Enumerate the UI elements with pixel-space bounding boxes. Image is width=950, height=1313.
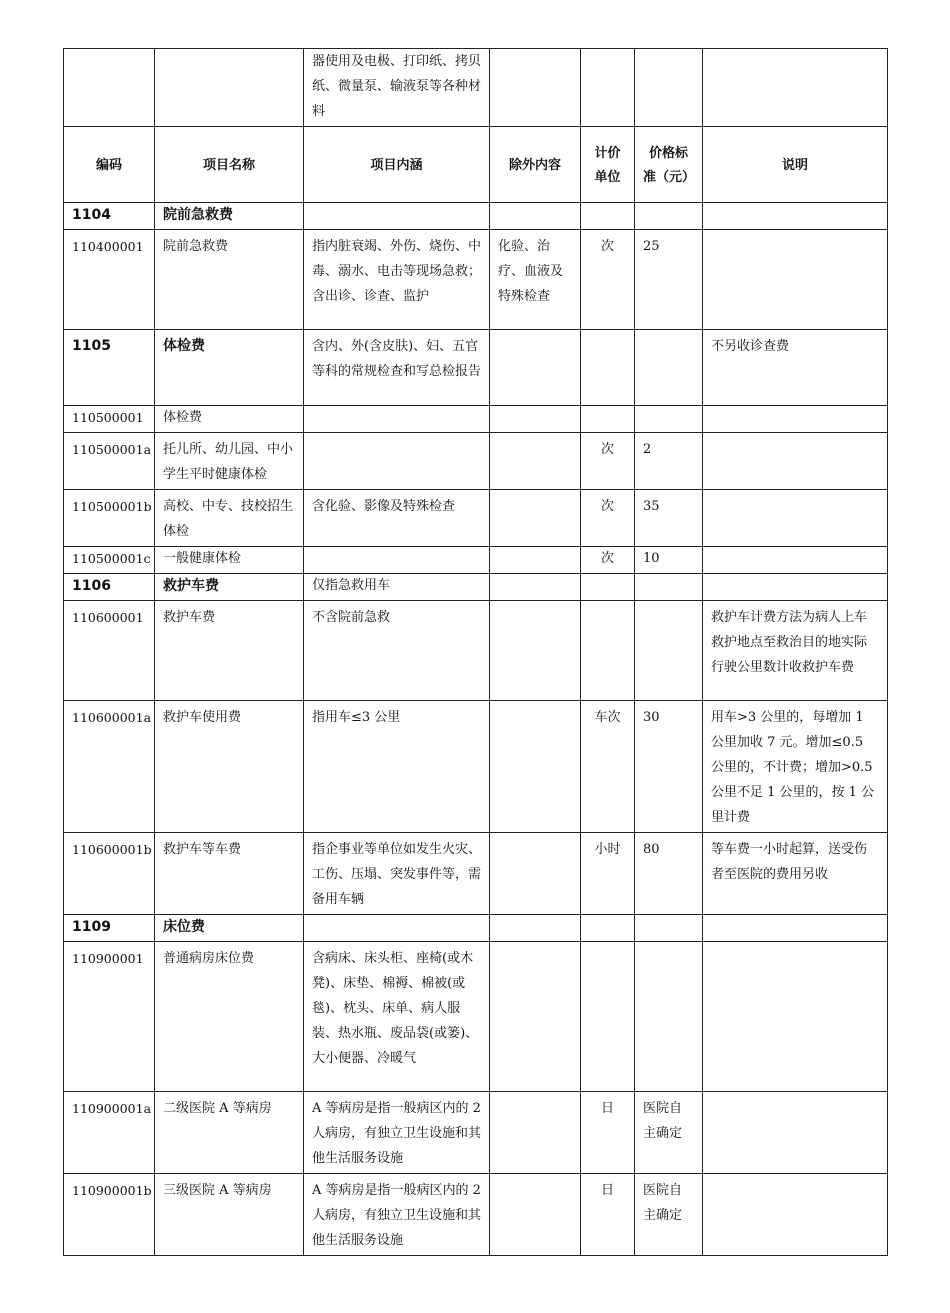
cell-price: 10 bbox=[635, 547, 703, 574]
cell-code: 1109 bbox=[64, 915, 155, 942]
cell-unit bbox=[581, 203, 635, 230]
cell-price: 医院自主确定 bbox=[635, 1174, 703, 1256]
cell-unit: 日 bbox=[581, 1092, 635, 1174]
cell-exclusion bbox=[490, 915, 581, 942]
cell-note bbox=[703, 942, 888, 1092]
cell-name: 救护车使用费 bbox=[155, 701, 304, 833]
cell-note: 救护车计费方法为病人上车救护地点至救治目的地实际行驶公里数计收救护车费 bbox=[703, 601, 888, 701]
cell-unit bbox=[581, 406, 635, 433]
cell-price bbox=[635, 574, 703, 601]
cell-content bbox=[304, 203, 490, 230]
cell-price bbox=[635, 406, 703, 433]
cell-note bbox=[703, 203, 888, 230]
cell-name: 院前急救费 bbox=[155, 230, 304, 330]
cell-note bbox=[703, 547, 888, 574]
cell-name: 院前急救费 bbox=[155, 203, 304, 230]
cell-code: 110500001c bbox=[64, 547, 155, 574]
cell-note bbox=[703, 1092, 888, 1174]
cell-note bbox=[703, 915, 888, 942]
cell-exclusion bbox=[490, 1092, 581, 1174]
cell-unit: 次 bbox=[581, 433, 635, 490]
cell-content: 仅指急救用车 bbox=[304, 574, 490, 601]
section-row bbox=[64, 203, 888, 230]
cell-exclusion bbox=[490, 942, 581, 1092]
fee-table bbox=[63, 48, 888, 1256]
cell-content bbox=[304, 406, 490, 433]
cell-unit: 次 bbox=[581, 547, 635, 574]
cell-unit: 次 bbox=[581, 230, 635, 330]
cell-note bbox=[703, 490, 888, 547]
table-row bbox=[64, 406, 888, 433]
cell-name: 二级医院 A 等病房 bbox=[155, 1092, 304, 1174]
table-row bbox=[64, 49, 888, 127]
cell-price: 35 bbox=[635, 490, 703, 547]
table-row bbox=[64, 433, 888, 490]
cell-exclusion bbox=[490, 601, 581, 701]
cell-unit: 小时 bbox=[581, 833, 635, 915]
cell-code: 1106 bbox=[64, 574, 155, 601]
cell-exclusion bbox=[490, 203, 581, 230]
cell-code: 1104 bbox=[64, 203, 155, 230]
cell-code: 110400001 bbox=[64, 230, 155, 330]
cell-unit: 车次 bbox=[581, 701, 635, 833]
header-price: 价格标准（元） bbox=[635, 127, 703, 203]
cell-exclusion bbox=[490, 574, 581, 601]
header-unit: 计价单位 bbox=[581, 127, 635, 203]
cell-name: 体检费 bbox=[155, 406, 304, 433]
cell-code: 110900001b bbox=[64, 1174, 155, 1256]
section-row bbox=[64, 915, 888, 942]
cell-code: 110900001 bbox=[64, 942, 155, 1092]
cell-code: 110900001a bbox=[64, 1092, 155, 1174]
cell-note bbox=[703, 1174, 888, 1256]
cell-content: 器使用及电极、打印纸、拷贝纸、微量泵、输液泵等各种材料 bbox=[304, 49, 490, 127]
cell-code: 110500001b bbox=[64, 490, 155, 547]
section-row bbox=[64, 330, 888, 406]
cell-unit bbox=[581, 574, 635, 601]
cell-content bbox=[304, 915, 490, 942]
table-row bbox=[64, 230, 888, 330]
section-row bbox=[64, 574, 888, 601]
cell-note bbox=[703, 230, 888, 330]
cell-exclusion bbox=[490, 490, 581, 547]
cell-note bbox=[703, 433, 888, 490]
cell-content: 含化验、影像及特殊检查 bbox=[304, 490, 490, 547]
cell-note bbox=[703, 406, 888, 433]
table-row bbox=[64, 547, 888, 574]
cell-unit bbox=[581, 330, 635, 406]
table-row bbox=[64, 1092, 888, 1174]
cell-content: A 等病房是指一般病区内的 2 人病房，有独立卫生设施和其他生活服务设施 bbox=[304, 1092, 490, 1174]
table-row bbox=[64, 701, 888, 833]
cell-note: 用车>3 公里的，每增加 1 公里加收 7 元。增加≤0.5 公里的，不计费；增加>0.5 公里不足 1 公里的，按 1 公里计费 bbox=[703, 701, 888, 833]
table-row bbox=[64, 490, 888, 547]
cell-content: 指用车≤3 公里 bbox=[304, 701, 490, 833]
cell-content: 含病床、床头柜、座椅(或木凳)、床垫、棉褥、棉被(或毯)、枕头、床单、病人服装、热水瓶、废品袋(或篓)、大小便器、冷暖气 bbox=[304, 942, 490, 1092]
cell-code: 110600001b bbox=[64, 833, 155, 915]
cell-unit bbox=[581, 601, 635, 701]
header-note: 说明 bbox=[703, 127, 888, 203]
cell-unit bbox=[581, 942, 635, 1092]
cell-content: 指内脏衰竭、外伤、烧伤、中毒、溺水、电击等现场急救；含出诊、诊查、监护 bbox=[304, 230, 490, 330]
cell-code bbox=[64, 49, 155, 127]
cell-code: 1105 bbox=[64, 330, 155, 406]
cell-content: 指企事业等单位如发生火灾、工伤、压塌、突发事件等，需备用车辆 bbox=[304, 833, 490, 915]
cell-price: 2 bbox=[635, 433, 703, 490]
cell-price: 25 bbox=[635, 230, 703, 330]
cell-name bbox=[155, 49, 304, 127]
cell-price bbox=[635, 942, 703, 1092]
cell-code: 110500001 bbox=[64, 406, 155, 433]
header-name: 项目名称 bbox=[155, 127, 304, 203]
cell-price bbox=[635, 915, 703, 942]
cell-exclusion bbox=[490, 547, 581, 574]
cell-content bbox=[304, 433, 490, 490]
cell-unit: 次 bbox=[581, 490, 635, 547]
cell-name: 高校、中专、技校招生体检 bbox=[155, 490, 304, 547]
table-header-row bbox=[64, 127, 888, 203]
table-row bbox=[64, 601, 888, 701]
table-row bbox=[64, 833, 888, 915]
cell-note bbox=[703, 49, 888, 127]
cell-exclusion bbox=[490, 330, 581, 406]
cell-name: 床位费 bbox=[155, 915, 304, 942]
cell-price: 30 bbox=[635, 701, 703, 833]
header-exclusion: 除外内容 bbox=[490, 127, 581, 203]
table-row bbox=[64, 1174, 888, 1256]
cell-name: 三级医院 A 等病房 bbox=[155, 1174, 304, 1256]
cell-name: 救护车费 bbox=[155, 574, 304, 601]
cell-exclusion bbox=[490, 49, 581, 127]
cell-note bbox=[703, 574, 888, 601]
cell-exclusion: 化验、治疗、血液及特殊检查 bbox=[490, 230, 581, 330]
cell-unit bbox=[581, 915, 635, 942]
cell-unit: 日 bbox=[581, 1174, 635, 1256]
cell-exclusion bbox=[490, 1174, 581, 1256]
cell-name: 普通病房床位费 bbox=[155, 942, 304, 1092]
cell-name: 一般健康体检 bbox=[155, 547, 304, 574]
cell-price bbox=[635, 330, 703, 406]
cell-exclusion bbox=[490, 406, 581, 433]
cell-name: 体检费 bbox=[155, 330, 304, 406]
cell-note: 不另收诊查费 bbox=[703, 330, 888, 406]
cell-name: 托儿所、幼儿园、中小学生平时健康体检 bbox=[155, 433, 304, 490]
cell-code: 110600001 bbox=[64, 601, 155, 701]
cell-code: 110600001a bbox=[64, 701, 155, 833]
cell-name: 救护车等车费 bbox=[155, 833, 304, 915]
cell-exclusion bbox=[490, 833, 581, 915]
cell-content: 不含院前急救 bbox=[304, 601, 490, 701]
cell-exclusion bbox=[490, 433, 581, 490]
cell-content bbox=[304, 547, 490, 574]
cell-unit bbox=[581, 49, 635, 127]
cell-code: 110500001a bbox=[64, 433, 155, 490]
header-content: 项目内涵 bbox=[304, 127, 490, 203]
cell-price bbox=[635, 601, 703, 701]
cell-content: 含内、外(含皮肤)、妇、五官等科的常规检查和写总检报告 bbox=[304, 330, 490, 406]
table-row bbox=[64, 942, 888, 1092]
cell-price bbox=[635, 203, 703, 230]
header-code: 编码 bbox=[64, 127, 155, 203]
cell-exclusion bbox=[490, 701, 581, 833]
cell-content: A 等病房是指一般病区内的 2 人病房，有独立卫生设施和其他生活服务设施 bbox=[304, 1174, 490, 1256]
cell-price: 80 bbox=[635, 833, 703, 915]
cell-price bbox=[635, 49, 703, 127]
cell-price: 医院自主确定 bbox=[635, 1092, 703, 1174]
cell-note: 等车费一小时起算，送受伤者至医院的费用另收 bbox=[703, 833, 888, 915]
cell-name: 救护车费 bbox=[155, 601, 304, 701]
